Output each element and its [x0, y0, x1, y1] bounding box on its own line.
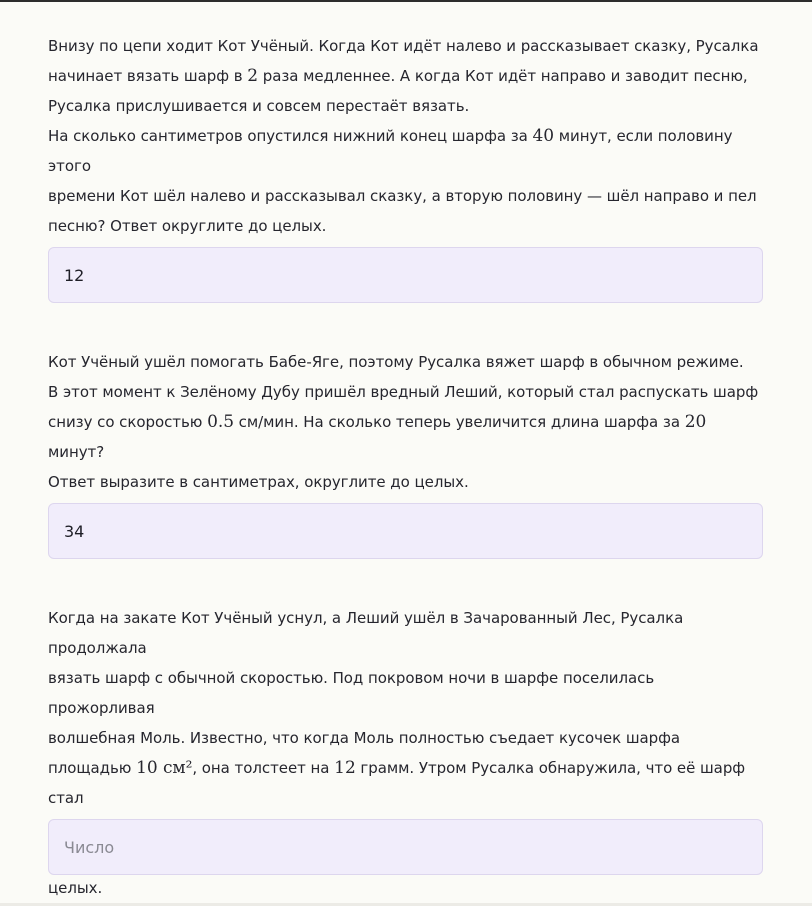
math-number: 0.5 [207, 412, 234, 432]
problem-line: целых. [48, 843, 763, 903]
problem-line: времени Кот шёл налево и рассказывал сказку, а вторую половину — шёл направо и пел [48, 187, 757, 205]
problem-2-text [48, 347, 763, 497]
problem-line: На сколько сантиметров опустился нижний конец шарфа за 40 минут, если половину этого [48, 126, 733, 175]
math-number: 40 [532, 126, 555, 146]
problem-line: Кот Учёный ушёл помогать Бабе-Яге, поэтому Русалка вяжет шарф в обычном режиме. [48, 353, 744, 371]
problem-line: волшебная Моль. Известно, что когда Моль полностью съедает кусочек шарфа [48, 729, 681, 747]
problem-line: В этот момент к Зелёному Дубу пришёл вредный Леший, который стал распускать шарф [48, 383, 759, 401]
problem-line: песню? Ответ округлите до целых. [48, 217, 327, 235]
answer-input-1[interactable] [48, 247, 763, 303]
math-number: 20 [684, 412, 707, 432]
answer-input-3[interactable] [48, 819, 763, 875]
problem-line: Русалка прислушивается и совсем перестаёт вязать. [48, 97, 470, 115]
problem-line: снизу со скоростью 0.5 см/мин. На сколько теперь увеличится длина шарфа за 20 минут? [48, 412, 707, 461]
problem-line: Внизу по цепи ходит Кот Учёный. Когда Кот идёт налево и рассказывает сказку, Русалка [48, 37, 759, 55]
problem-line: Когда на закате Кот Учёный уснул, а Леший ушёл в Зачарованный Лес, Русалка продолжала [48, 609, 684, 657]
problem-line: Ответ выразите в сантиметрах, округлите до целых. [48, 473, 469, 491]
math-number: 12 [334, 758, 356, 778]
math-number: 2 [247, 66, 258, 86]
problem-line: площадью 10 см², она толстеет на 12 грамм. Утром Русалка обнаружила, что её шарф стал [48, 758, 746, 807]
math-expression: 10 см² [136, 758, 193, 778]
problem-1-text [48, 31, 763, 241]
answer-input-2[interactable] [48, 503, 763, 559]
problem-line: начинает вязать шарф в 2 раза медленнее. А когда Кот идёт направо и заводит песню, [48, 66, 748, 86]
problem-line: вязать шарф с обычной скоростью. Под покровом ночи в шарфе поселилась прожорливая [48, 669, 655, 717]
